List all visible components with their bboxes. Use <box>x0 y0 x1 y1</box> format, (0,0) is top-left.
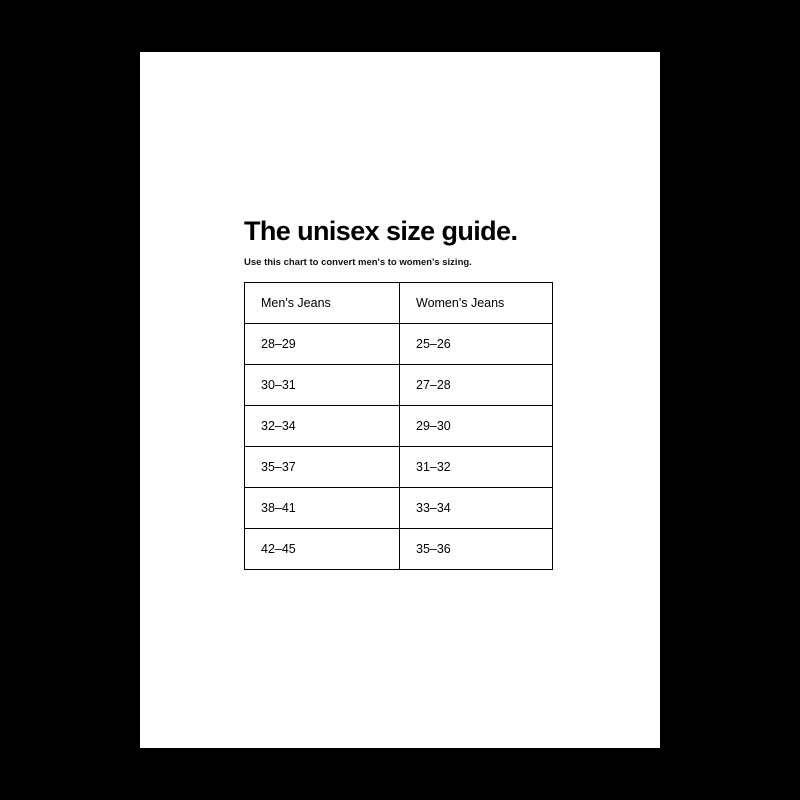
table-cell-womens: 33–34 <box>400 488 553 529</box>
table-header-womens: Women's Jeans <box>400 283 553 324</box>
table-row <box>245 406 553 447</box>
table-cell-womens: 35–36 <box>400 529 553 570</box>
table-cell-mens: 30–31 <box>245 365 400 406</box>
table-row <box>245 324 553 365</box>
size-conversion-table <box>244 282 553 570</box>
table-cell-womens: 25–26 <box>400 324 553 365</box>
page-title: The unisex size guide. <box>244 216 518 246</box>
table-cell-mens: 32–34 <box>245 406 400 447</box>
document-page <box>140 52 660 748</box>
table-header-row <box>245 283 553 324</box>
table-row <box>245 529 553 570</box>
table-row <box>245 447 553 488</box>
table-cell-mens: 28–29 <box>245 324 400 365</box>
table-header-mens: Men's Jeans <box>245 283 400 324</box>
table-cell-womens: 27–28 <box>400 365 553 406</box>
page-subtitle: Use this chart to convert men's to women's sizing. <box>244 256 472 268</box>
table-cell-womens: 29–30 <box>400 406 553 447</box>
table-row <box>245 365 553 406</box>
table-row <box>245 488 553 529</box>
document-content <box>244 217 564 570</box>
table-cell-mens: 38–41 <box>245 488 400 529</box>
table-cell-womens: 31–32 <box>400 447 553 488</box>
table-cell-mens: 35–37 <box>245 447 400 488</box>
table-cell-mens: 42–45 <box>245 529 400 570</box>
